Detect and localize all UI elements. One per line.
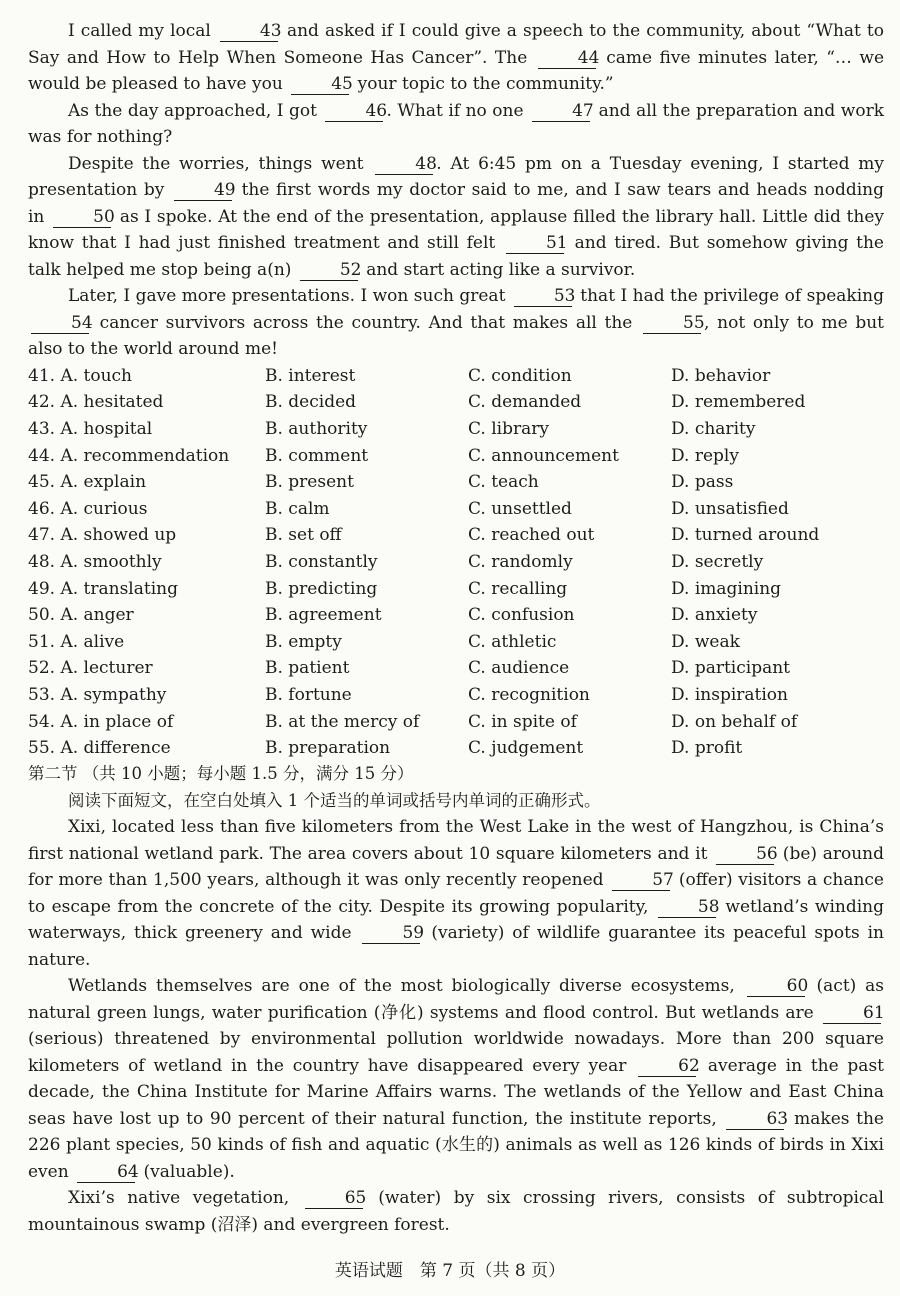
section-heading: 第二节 （共 10 小题；每小题 1.5 分，满分 15 分） xyxy=(28,764,414,784)
option-d: D. pass xyxy=(671,472,734,493)
option-a: 51. A. alive xyxy=(28,631,125,652)
text: (serious) threatened by environmental pollution worldwide nowadays. More than 200 square kilometers of wetland in the country have disappeared every year xyxy=(28,1029,884,1076)
option-c: C. judgement xyxy=(468,738,584,759)
blank-50: 50 xyxy=(53,207,111,228)
option-row xyxy=(28,416,884,443)
text: As the day approached, I got xyxy=(68,100,323,121)
text: (be) around for more than 1,500 years, although it was only recently reopened xyxy=(28,843,884,891)
blank-45: 45 xyxy=(291,74,349,95)
option-c: C. athletic xyxy=(468,631,557,652)
option-c: C. unsettled xyxy=(468,498,572,519)
text: . What if no one xyxy=(386,100,530,121)
option-row xyxy=(28,655,884,682)
passage1-paragraph-1 xyxy=(28,18,884,98)
option-c: C. recognition xyxy=(468,684,590,705)
text: Later, I gave more presentations. I won such great xyxy=(68,286,511,306)
option-b: B. agreement xyxy=(265,605,382,626)
text: Xixi, located less than five kilometers from the West Lake in the west of Hangzhou, is China’s first national wetland park. The area covers about 10 square kilometers and it xyxy=(28,817,884,864)
option-b: B. present xyxy=(265,472,354,493)
options-table xyxy=(28,363,884,762)
text: came five minutes later, “… we would be pleased to have you xyxy=(28,47,884,94)
text: (water) by six crossing rivers, consists of subtropical mountainous swamp (沼泽) and evergreen forest. xyxy=(28,1188,884,1235)
option-b: B. interest xyxy=(265,365,356,386)
option-d: D. unsatisfied xyxy=(671,498,789,519)
blank-54: 54 xyxy=(31,313,89,334)
option-c: C. demanded xyxy=(468,392,582,413)
option-row xyxy=(28,442,884,469)
blank-62: 62 xyxy=(638,1056,696,1077)
option-b: B. comment xyxy=(265,445,369,466)
option-b: B. patient xyxy=(265,658,350,679)
text: your topic to the community.” xyxy=(352,74,614,94)
option-a: 43. A. hospital xyxy=(28,418,153,439)
option-b: B. decided xyxy=(265,392,357,413)
text: Despite the worries, things went xyxy=(68,153,373,174)
text: (valuable). xyxy=(138,1161,235,1182)
option-c: C. library xyxy=(468,418,549,439)
blank-58: 58 xyxy=(658,897,716,918)
option-d: D. turned around xyxy=(671,525,820,546)
option-b: B. authority xyxy=(265,418,368,439)
blank-59: 59 xyxy=(362,923,420,944)
option-row xyxy=(28,522,884,549)
text: and all the preparation and work was for nothing? xyxy=(28,100,884,147)
option-a: 50. A. anger xyxy=(28,605,134,626)
text: Wetlands themselves are one of the most biologically diverse ecosystems, xyxy=(68,976,744,997)
option-c: C. announcement xyxy=(468,445,619,466)
option-a: 55. A. difference xyxy=(28,738,171,759)
option-d: D. anxiety xyxy=(671,605,758,626)
text: makes the 226 plant species, 50 kinds of fish and aquatic (水生的) animals as well as 126 kinds of birds in Xixi even xyxy=(28,1108,884,1182)
option-row xyxy=(28,363,884,390)
option-row xyxy=(28,628,884,655)
option-c: C. reached out xyxy=(468,525,595,546)
option-a: 41. A. touch xyxy=(28,365,133,386)
blank-53: 53 xyxy=(514,286,572,307)
option-b: B. predicting xyxy=(265,578,378,599)
text: (variety) of wildlife guarantee its peaceful spots in nature. xyxy=(28,923,884,970)
option-a: 48. A. smoothly xyxy=(28,551,162,572)
option-b: B. empty xyxy=(265,631,342,652)
passage1-paragraph-3 xyxy=(28,151,884,284)
passage1-paragraph-4 xyxy=(28,283,884,363)
text: the first words my doctor said to me, and I saw tears and heads nodding in xyxy=(28,180,885,227)
option-row xyxy=(28,495,884,522)
option-a: 42. A. hesitated xyxy=(28,392,164,413)
text: wetland’s winding waterways, thick greenery and wide xyxy=(28,896,884,944)
option-c: C. confusion xyxy=(468,605,575,626)
text: , not only to me but also to the world around me! xyxy=(28,312,885,359)
option-c: C. condition xyxy=(468,365,572,386)
option-d: D. charity xyxy=(671,418,756,439)
option-row xyxy=(28,469,884,496)
blank-44: 44 xyxy=(538,48,596,69)
text: and asked if I could give a speech to the community, about “What to Say and How to Help When Someone Has Cancer”. The xyxy=(28,21,884,68)
option-b: B. set off xyxy=(265,525,342,546)
blank-52: 52 xyxy=(300,260,358,281)
section-instruction: 阅读下面短文，在空白处填入 1 个适当的单词或括号内单词的正确形式。 xyxy=(68,790,601,810)
option-d: D. weak xyxy=(671,631,740,652)
blank-43: 43 xyxy=(220,21,278,42)
option-b: B. at the mercy of xyxy=(265,711,420,732)
option-c: C. randomly xyxy=(468,551,573,572)
text: as I spoke. At the end of the presentation, applause filled the library hall. Little did they know that I had just finished treatment and still felt xyxy=(28,206,884,253)
option-d: D. profit xyxy=(671,738,743,759)
blank-64: 64 xyxy=(77,1162,135,1183)
blank-65: 65 xyxy=(305,1188,363,1209)
option-d: D. on behalf of xyxy=(671,711,798,732)
text: Xixi’s native vegetation, xyxy=(68,1188,302,1209)
exam-page xyxy=(28,18,884,1238)
option-a: 46. A. curious xyxy=(28,498,148,519)
option-a: 47. A. showed up xyxy=(28,525,177,546)
option-c: C. teach xyxy=(468,472,539,493)
text: and start acting like a survivor. xyxy=(360,259,636,280)
option-b: B. fortune xyxy=(265,684,352,705)
option-b: B. calm xyxy=(265,498,330,519)
text: (act) as natural green lungs, water purification (净化) systems and flood control. But wetlands are xyxy=(28,976,884,1023)
option-a: 45. A. explain xyxy=(28,472,147,493)
option-row xyxy=(28,708,884,735)
option-a: 53. A. sympathy xyxy=(28,684,167,705)
option-row xyxy=(28,575,884,602)
blank-63: 63 xyxy=(726,1109,784,1130)
option-row xyxy=(28,682,884,709)
blank-56: 56 xyxy=(716,844,774,865)
option-row xyxy=(28,602,884,629)
option-b: B. constantly xyxy=(265,551,378,572)
text: . At 6:45 pm on a Tuesday evening, I started my presentation by xyxy=(28,153,884,200)
text: I called my local xyxy=(68,21,217,41)
passage2-paragraph-1 xyxy=(28,814,884,973)
text: that I had the privilege of speaking xyxy=(574,286,885,306)
blank-61: 61 xyxy=(823,1003,881,1024)
blank-51: 51 xyxy=(506,233,564,254)
option-d: D. behavior xyxy=(671,365,771,386)
option-d: D. secretly xyxy=(671,551,764,572)
passage2-paragraph-3 xyxy=(28,1185,884,1238)
option-d: D. remembered xyxy=(671,392,806,413)
option-c: C. in spite of xyxy=(468,711,577,732)
blank-60: 60 xyxy=(747,976,805,997)
option-a: 54. A. in place of xyxy=(28,711,174,732)
option-row xyxy=(28,549,884,576)
blank-57: 57 xyxy=(612,870,670,891)
text: average in the past decade, the China Institute for Marine Affairs warns. The wetlands of the Yellow and East China seas have lost up to 90 percent of their natural function, the institute reports, xyxy=(28,1055,885,1129)
blank-49: 49 xyxy=(174,180,232,201)
option-d: D. imagining xyxy=(671,578,782,599)
option-a: 49. A. translating xyxy=(28,578,178,599)
option-a: 52. A. lecturer xyxy=(28,658,153,679)
passage2-paragraph-2 xyxy=(28,973,884,1185)
blank-55: 55 xyxy=(643,313,701,334)
option-c: C. audience xyxy=(468,658,570,679)
option-c: C. recalling xyxy=(468,578,568,599)
option-d: D. reply xyxy=(671,445,739,466)
option-a: 44. A. recommendation xyxy=(28,445,230,466)
blank-47: 47 xyxy=(532,101,590,122)
option-row xyxy=(28,735,884,762)
blank-46: 46 xyxy=(325,101,383,122)
text: (offer) visitors a chance to escape from the concrete of the city. Despite its growing popularity, xyxy=(28,870,884,917)
text: cancer survivors across the country. And that makes all the xyxy=(92,312,641,333)
text: and tired. But somehow giving the talk helped me stop being a(n) xyxy=(28,233,884,280)
option-row xyxy=(28,389,884,416)
page-footer: 英语试题 第 7 页（共 8 页） xyxy=(334,1261,566,1281)
option-b: B. preparation xyxy=(265,738,391,759)
blank-48: 48 xyxy=(375,154,433,175)
option-d: D. participant xyxy=(671,658,790,679)
passage1-paragraph-2 xyxy=(28,98,884,151)
option-d: D. inspiration xyxy=(671,684,788,705)
